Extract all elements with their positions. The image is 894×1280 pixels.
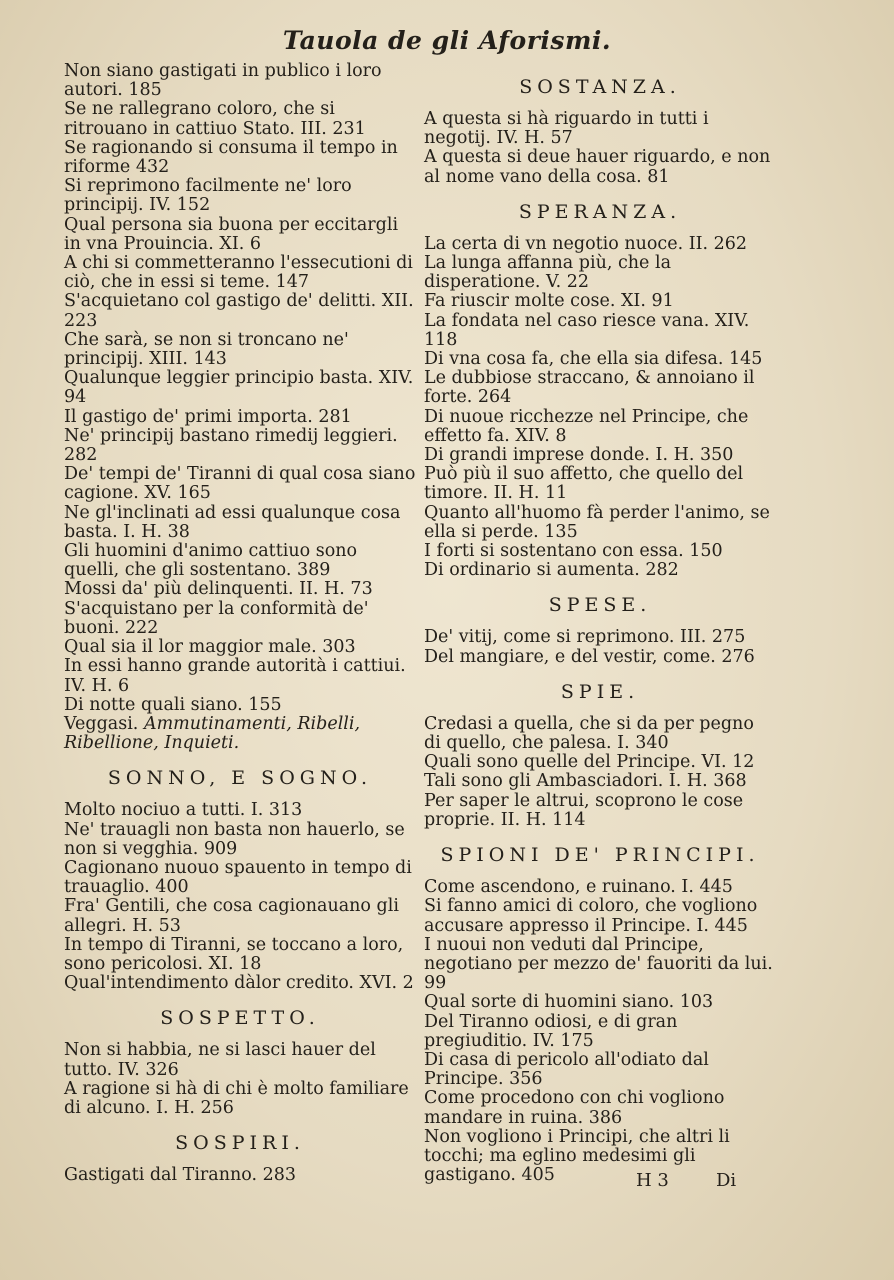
page-footer xyxy=(0,1170,894,1192)
index-entry: I forti si sostentano con essa. 150 xyxy=(424,541,723,562)
index-entry: Fa riuscir molte cose. XI. 91 xyxy=(424,291,674,312)
index-section-spese xyxy=(424,594,776,666)
index-entry: I nuoui non veduti dal Principe, negotiano per mezzo de' fauoriti da lui. 99 xyxy=(424,934,773,994)
index-entry: Qual'intendimento dàlor credito. XVI. 2 xyxy=(64,973,414,994)
index-entry: Ne' trauagli non basta non hauerlo, se non si vegghia. 909 xyxy=(64,819,405,859)
index-entry: S'acquietano col gastigo de' delitti. XII. 223 xyxy=(64,291,414,331)
index-entry: Non vogliono i Principi, che altri li tocchi; ma eglino medesimi gli gastigano. 405 xyxy=(424,1126,730,1186)
index-entry: Credasi a quella, che si da per pegno di quello, che palesa. I. 340 xyxy=(424,713,754,754)
index-section-speranza xyxy=(424,201,776,581)
index-entry: Di grandi imprese donde. I. H. 350 xyxy=(424,445,734,466)
index-entry: Si fanno amici di coloro, che vogliono accusare appresso il Principe. I. 445 xyxy=(424,896,758,936)
section-heading: SPESE. xyxy=(548,594,652,617)
index-entry: Se ne rallegrano coloro, che si ritrouano in cattiuo Stato. III. 231 xyxy=(64,99,366,139)
index-entry: Quanto all'huomo fà perder l'animo, se ella si perde. 135 xyxy=(424,502,770,542)
index-entry: Per saper le altrui, scoprono le cose proprie. II. H. 114 xyxy=(424,790,744,830)
index-entry: In tempo di Tiranni, se toccano a loro, sono pericolosi. XI. 18 xyxy=(64,934,404,974)
index-entry: Ne' principij bastano rimedij leggieri. 282 xyxy=(64,425,398,466)
page-title: Tauola de gli Aforismi. xyxy=(282,26,612,55)
index-entry: Di casa di pericolo all'odiato dal Principe. 356 xyxy=(424,1049,709,1090)
index-entry: La certa di vn negotio nuoce. II. 262 xyxy=(424,233,748,254)
index-entry: Qualunque leggier principio basta. XIV. 94 xyxy=(64,368,414,408)
index-entry: La lunga affanna più, che la disperatione. V. 22 xyxy=(424,253,672,293)
index-section-sonno xyxy=(64,767,416,993)
index-entry: Si reprimono facilmente ne' loro principij. IV. 152 xyxy=(64,176,352,216)
index-entry: Come ascendono, e ruinano. I. 445 xyxy=(424,877,733,898)
index-entry: A ragione si hà di chi è molto familiare di alcuno. I. H. 256 xyxy=(64,1078,409,1118)
see-also-entry xyxy=(64,715,416,753)
section-heading: SPERANZA. xyxy=(518,200,682,223)
index-section-sostanza xyxy=(424,76,776,187)
index-entry: Qual persona sia buona per eccitargli in vna Prouincia. XI. 6 xyxy=(64,214,399,254)
index-entry: Di nuoue ricchezze nel Principe, che effetto fa. XIV. 8 xyxy=(424,406,749,446)
index-entry: Può più il suo affetto, che quello del timore. II. H. 11 xyxy=(424,464,744,504)
index-entry: Quali sono quelle del Principe. VI. 12 xyxy=(424,752,755,773)
left-column xyxy=(64,62,416,1185)
index-entry: S'acquistano per la conformità de' buoni. 222 xyxy=(64,598,369,638)
see-also-label: Veggasi. xyxy=(64,713,139,734)
index-entry: De' vitij, come si reprimono. III. 275 xyxy=(424,627,746,648)
index-entry: Il gastigo de' primi importa. 281 xyxy=(64,406,352,427)
index-entry: A questa si deue hauer riguardo, e non al nome vano della cosa. 81 xyxy=(424,147,771,187)
section-heading: SPIONI DE' PRINCIPI. xyxy=(440,844,760,867)
index-section-spie xyxy=(424,681,776,830)
index-entry: Di vna cosa fa, che ella sia difesa. 145 xyxy=(424,349,763,370)
index-entry: A chi si commetteranno l'essecutioni di ciò, che in essi si teme. 147 xyxy=(64,253,413,293)
index-section-sospetto xyxy=(64,1007,416,1118)
section-heading: SOSPETTO. xyxy=(160,1007,320,1030)
index-entry: Come procedono con chi vogliono mandare in ruina. 386 xyxy=(424,1088,725,1128)
index-entry: Molto nociuo a tutti. I. 313 xyxy=(64,800,303,821)
index-entry: Non si habbia, ne si lasci hauer del tutto. IV. 326 xyxy=(64,1040,376,1080)
index-entry: Se ragionando si consuma il tempo in riforme 432 xyxy=(64,137,398,178)
index-entry: La fondata nel caso riesce vana. XIV. 118 xyxy=(424,310,750,350)
index-entry: De' tempi de' Tiranni di qual cosa siano cagione. XV. 165 xyxy=(64,464,416,504)
index-entry: Le dubbiose straccano, & annoiano il forte. 264 xyxy=(424,368,755,408)
index-entry: Gastigati dal Tiranno. 283 xyxy=(64,1165,297,1186)
section-heading: SPIE. xyxy=(560,680,640,703)
section-heading: SOSTANZA. xyxy=(519,76,681,98)
index-entry: Qual sorte di huomini siano. 103 xyxy=(424,992,714,1013)
index-section-spioni xyxy=(424,844,776,1185)
index-entry: Fra' Gentili, che cosa cagionauano gli allegri. H. 53 xyxy=(64,896,399,936)
index-entry: Mossi da' più delinquenti. II. H. 73 xyxy=(64,579,373,600)
index-entry: Di ordinario si aumenta. 282 xyxy=(424,560,679,581)
index-entry: Che sarà, se non si troncano ne' principij. XIII. 143 xyxy=(64,329,349,370)
catchword: Di xyxy=(716,1170,737,1191)
index-entry: A questa si hà riguardo in tutti i negotij. IV. H. 57 xyxy=(424,109,709,149)
index-entry: Cagionano nuouo spauento in tempo di trauaglio. 400 xyxy=(64,857,412,898)
index-entry: Gli huomini d'animo cattiuo sono quelli, che gli sostentano. 389 xyxy=(64,541,358,581)
index-entry: Del Tiranno odiosi, e di gran pregiuditio. IV. 175 xyxy=(424,1011,678,1051)
see-also-terms: Ammutinamenti, Ribelli, Ribellione, Inquieti. xyxy=(64,713,361,754)
right-column xyxy=(424,62,776,1185)
section-heading: SOSPIRI. xyxy=(175,1132,305,1155)
index-entry: Non siano gastigati in publico i loro autori. 185 xyxy=(64,61,382,101)
index-entry: Ne gl'inclinati ad essi qualunque cosa basta. I. H. 38 xyxy=(64,502,401,542)
index-entry: Del mangiare, e del vestir, come. 276 xyxy=(424,646,755,667)
index-entry: Di notte quali siano. 155 xyxy=(64,694,282,715)
section-heading: SONNO, E SOGNO. xyxy=(107,767,373,790)
index-entry: In essi hanno grande autorità i cattiui. IV. H. 6 xyxy=(64,656,406,696)
signature-mark: H 3 xyxy=(636,1170,669,1191)
index-entry: Tali sono gli Ambasciadori. I. H. 368 xyxy=(424,771,747,792)
index-section-continuation xyxy=(64,62,416,753)
index-entry: Qual sia il lor maggior male. 303 xyxy=(64,637,356,658)
